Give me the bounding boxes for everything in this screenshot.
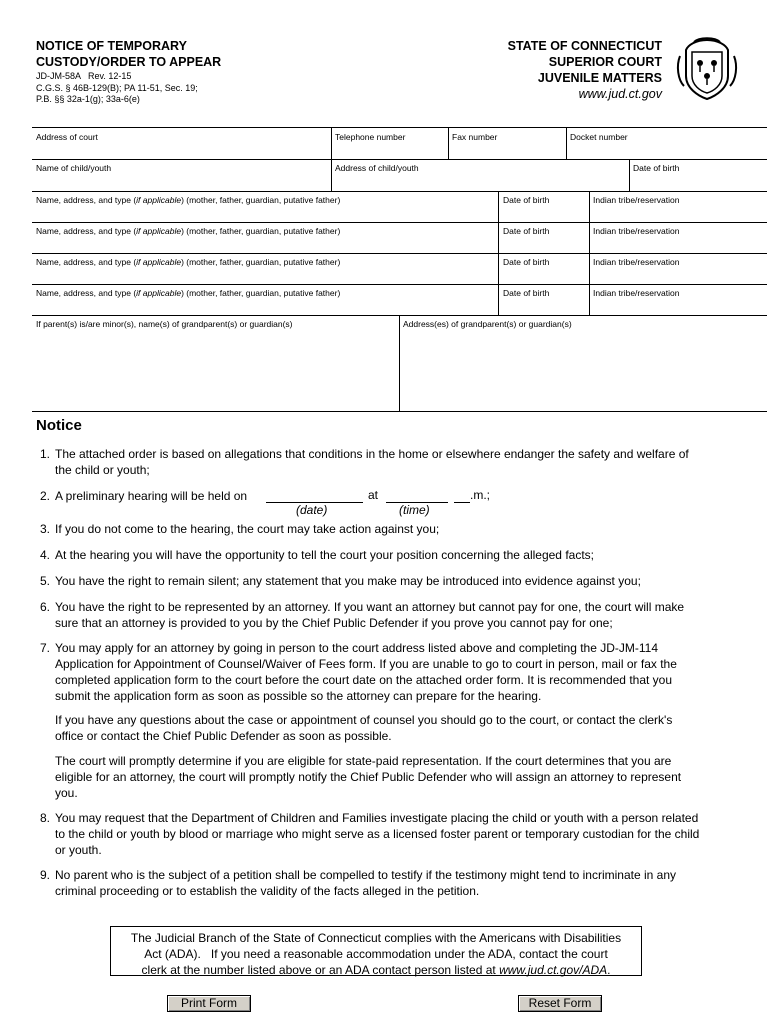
meridiem-label: .m.;	[470, 488, 490, 502]
form-number: JD-JM-58A Rev. 12-15	[36, 71, 132, 81]
grid-divider	[589, 192, 590, 315]
parent-tribe-label-1: Indian tribe/reservation	[593, 195, 680, 205]
website-link[interactable]: www.jud.ct.gov	[578, 87, 662, 101]
grid-rule	[32, 411, 767, 412]
court-info	[508, 38, 662, 102]
grid-rule	[32, 191, 767, 192]
grid-divider	[448, 128, 449, 159]
parent-tribe-label-3: Indian tribe/reservation	[593, 257, 680, 267]
statute-line1: C.G.S. § 46B-129(B); PA 11-51, Sec. 19;	[36, 82, 198, 93]
child-dob-label: Date of birth	[633, 163, 680, 173]
parent-dob-label-3: Date of birth	[503, 257, 550, 267]
form-title	[36, 38, 221, 70]
parent-label-3: Name, address, and type (if applicable) (mother, father, guardian, putative father)	[36, 257, 341, 267]
child-address-label: Address of child/youth	[335, 163, 419, 173]
state-line2: SUPERIOR COURT	[548, 55, 662, 69]
parent-dob-label-2: Date of birth	[503, 226, 550, 236]
form-info	[36, 71, 198, 106]
grid-rule	[32, 222, 767, 223]
eligibility-paragraph: The court will promptly determine if you are eligible for state-paid representation. If the court determines that you are eligible for an attorney, the court will promptly notify the Chief Public Defender who will assign an attorney to represent you.	[55, 754, 682, 800]
grid-rule	[32, 253, 767, 254]
notice-heading: Notice	[36, 417, 82, 434]
title-line1: NOTICE OF TEMPORARY	[36, 39, 187, 53]
docket-label: Docket number	[570, 132, 628, 142]
parent-dob-label-4: Date of birth	[503, 288, 550, 298]
grandparent-names-label: If parent(s) is/are minor(s), name(s) of grandparent(s) or guardian(s)	[36, 319, 293, 329]
parent-label-1: Name, address, and type (if applicable) (mother, father, guardian, putative father)	[36, 195, 341, 205]
parent-label-4: Name, address, and type (if applicable) (mother, father, guardian, putative father)	[36, 288, 341, 298]
state-line1: STATE OF CONNECTICUT	[507, 39, 662, 53]
reset-form-button[interactable]: Reset Form	[518, 995, 602, 1012]
state-seal-icon	[674, 36, 740, 102]
telephone-label: Telephone number	[335, 132, 406, 142]
print-form-button[interactable]: Print Form	[167, 995, 251, 1012]
grandparent-address-label: Address(es) of grandparent(s) or guardian(s)	[403, 319, 572, 329]
grid-rule	[32, 284, 767, 285]
time-caption: (time)	[399, 503, 430, 517]
grid-rule	[32, 159, 767, 160]
date-caption: (date)	[296, 503, 328, 517]
parent-label-2: Name, address, and type (if applicable) (mother, father, guardian, putative father)	[36, 226, 341, 236]
ada-link[interactable]: www.jud.ct.gov/ADA	[499, 963, 608, 977]
parent-dob-label-1: Date of birth	[503, 195, 550, 205]
grid-divider	[399, 316, 400, 411]
counsel-paragraph: If you have any questions about the case or appointment of counsel you should go to the court, or contact the clerk's office or contact the Chief Public Defender as soon as possible.	[55, 713, 673, 743]
am-pm-field[interactable]	[454, 502, 470, 503]
grid-divider	[498, 192, 499, 315]
title-line2: CUSTODY/ORDER TO APPEAR	[36, 55, 222, 69]
grid-rule	[32, 127, 767, 128]
at-label: at	[368, 488, 379, 502]
grid-divider	[566, 128, 567, 159]
statute-line2: P.B. §§ 32a-1(g); 33a-6(e)	[36, 94, 140, 104]
ada-notice: The Judicial Branch of the State of Connecticut complies with the Americans with Disabilities Act (ADA). If you need a reasonable accommodation under the ADA, contact the court clerk at the number listed above or an ADA contact person listed at www.jud.ct.gov/ADA.	[110, 926, 642, 976]
court-address-label: Address of court	[36, 132, 98, 142]
parent-tribe-label-2: Indian tribe/reservation	[593, 226, 680, 236]
grid-divider	[331, 128, 332, 191]
parent-tribe-label-4: Indian tribe/reservation	[593, 288, 680, 298]
child-name-label: Name of child/youth	[36, 163, 112, 173]
grid-divider	[629, 160, 630, 191]
fax-label: Fax number	[452, 132, 498, 142]
state-line3: JUVENILE MATTERS	[537, 71, 662, 85]
